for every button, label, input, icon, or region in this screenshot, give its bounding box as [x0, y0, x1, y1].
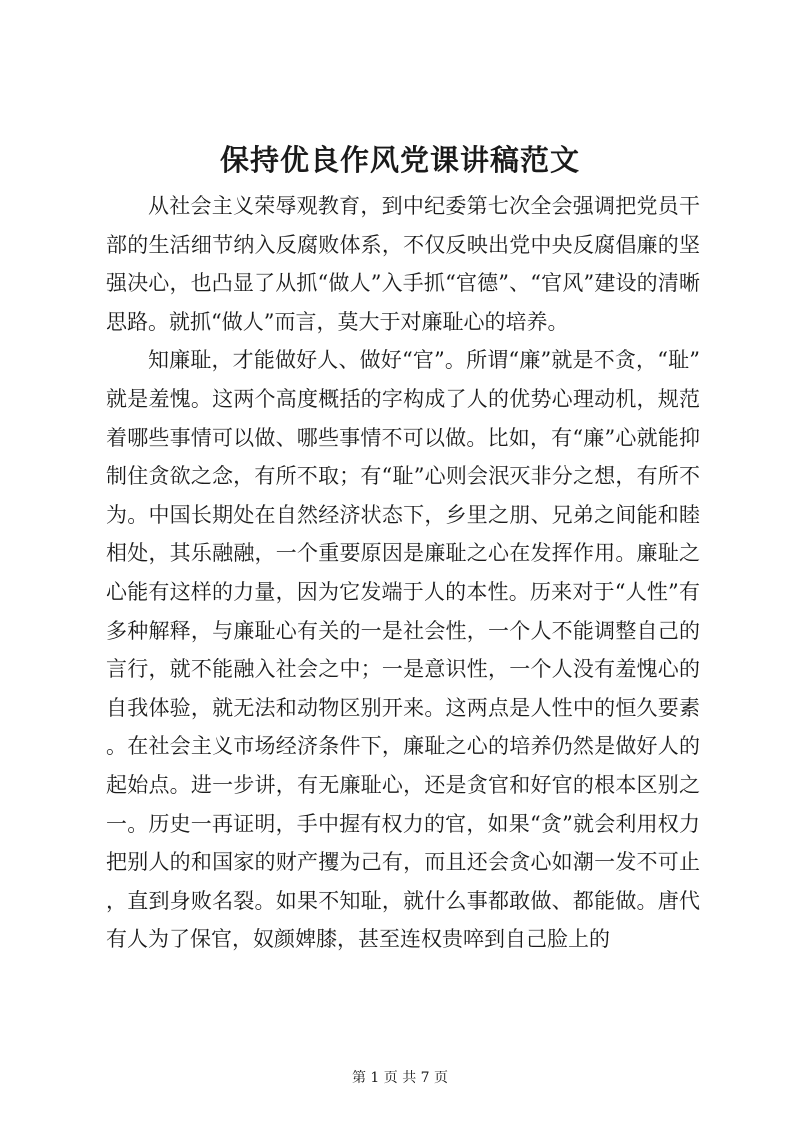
paragraph: 知廉耻，才能做好人、做好“官”。所谓“廉”就是不贪，“耻”就是羞愧。这两个高度概括的字构成了人的优势心理动机，规范着哪些事情可以做、哪些事情不可以做。比如，有“廉”心就能抑制住贪欲之念，有所不取；有“耻”心则会泯灭非分之想，有所不为。中国长期处在自然经济状态下，乡里之朋、兄弟之间能和睦相处，其乐融融，一个重要原因是廉耻之心在发挥作用。廉耻之心能有这样的力量，因为它发端于人的本性。历来对于“人性”有多种解释，与廉耻心有关的一是社会性，一个人不能调整自己的言行，就不能融入社会之中；一是意识性，一个人没有羞愧心的自我体验，就无法和动物区别开来。这两点是人性中的恒久要素。在社会主义市场经济条件下，廉耻之心的培养仍然是做好人的起始点。进一步讲，有无廉耻心，还是贪官和好官的根本区别之一。历史一再证明，手中握有权力的官，如果“贪”就会利用权力把别人的和国家的财产攫为己有，而且还会贪心如潮一发不可止，直到身败名裂。如果不知耻，就什么事都敢做、都能做。唐代有人为了保官，奴颜婢膝，甚至连权贵啐到自己脸上的: [106, 348, 700, 952]
document-body: [106, 187, 700, 959]
page-number-footer: 第 1 页 共 7 页: [351, 1070, 449, 1086]
document-title: 保持优良作风党课讲稿范文: [219, 143, 580, 177]
paragraph: 从社会主义荣辱观教育，到中纪委第七次全会强调把党员干部的生活细节纳入反腐败体系，不仅反映出党中央反腐倡廉的坚强决心，也凸显了从抓“做人”入手抓“官德”、“官风”建设的清晰思路。就抓“做人”而言，莫大于对廉耻心的培养。: [106, 194, 700, 334]
